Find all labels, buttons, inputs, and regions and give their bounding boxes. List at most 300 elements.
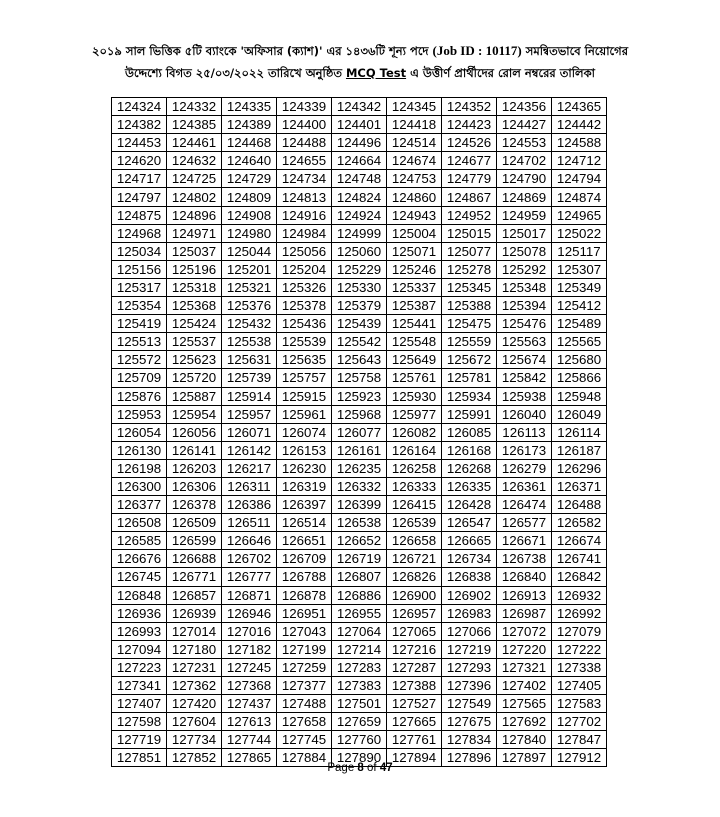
roll-number-cell: 126511 bbox=[222, 514, 277, 532]
roll-number-cell: 127840 bbox=[497, 731, 552, 749]
roll-number-cell: 124824 bbox=[332, 188, 387, 206]
roll-number-cell: 124860 bbox=[387, 188, 442, 206]
roll-number-cell: 126377 bbox=[112, 496, 167, 514]
roll-number-cell: 125635 bbox=[277, 351, 332, 369]
roll-number-cell: 124461 bbox=[167, 134, 222, 152]
roll-number-cell: 125559 bbox=[442, 333, 497, 351]
roll-number-cell: 124874 bbox=[552, 188, 607, 206]
roll-number-cell: 125739 bbox=[222, 369, 277, 387]
roll-number-cell: 125337 bbox=[387, 278, 442, 296]
roll-number-cell: 125539 bbox=[277, 333, 332, 351]
roll-number-cell: 126745 bbox=[112, 568, 167, 586]
roll-number-cell: 124952 bbox=[442, 206, 497, 224]
roll-number-cell: 127216 bbox=[387, 640, 442, 658]
roll-number-cell: 126085 bbox=[442, 423, 497, 441]
roll-number-cell: 125709 bbox=[112, 369, 167, 387]
roll-number-cell: 126646 bbox=[222, 532, 277, 550]
roll-number-cell: 125441 bbox=[387, 315, 442, 333]
roll-number-cell: 125991 bbox=[442, 405, 497, 423]
roll-number-cell: 126508 bbox=[112, 514, 167, 532]
roll-number-cell: 124335 bbox=[222, 98, 277, 116]
roll-number-cell: 127079 bbox=[552, 622, 607, 640]
roll-number-cell: 125476 bbox=[497, 315, 552, 333]
table-row bbox=[112, 586, 607, 604]
roll-number-cell: 125948 bbox=[552, 387, 607, 405]
roll-number-cell: 127852 bbox=[167, 749, 222, 767]
roll-number-cell: 124790 bbox=[497, 170, 552, 188]
roll-number-cell: 124345 bbox=[387, 98, 442, 116]
roll-number-cell: 125424 bbox=[167, 315, 222, 333]
table-row bbox=[112, 622, 607, 640]
roll-number-cell: 127222 bbox=[552, 640, 607, 658]
roll-number-cell: 126114 bbox=[552, 423, 607, 441]
roll-number-cell: 127199 bbox=[277, 640, 332, 658]
page-footer bbox=[0, 762, 720, 774]
roll-number-cell: 125077 bbox=[442, 242, 497, 260]
roll-number-cell: 126951 bbox=[277, 604, 332, 622]
roll-number-cell: 125915 bbox=[277, 387, 332, 405]
roll-number-cell: 126913 bbox=[497, 586, 552, 604]
roll-number-cell: 125954 bbox=[167, 405, 222, 423]
roll-number-cell: 127896 bbox=[442, 749, 497, 767]
roll-number-cell: 127283 bbox=[332, 658, 387, 676]
roll-number-cell: 126258 bbox=[387, 459, 442, 477]
roll-number-cell: 127223 bbox=[112, 658, 167, 676]
roll-number-cell: 125015 bbox=[442, 224, 497, 242]
roll-number-cell: 127745 bbox=[277, 731, 332, 749]
roll-number-cell: 125379 bbox=[332, 297, 387, 315]
roll-number-cell: 125961 bbox=[277, 405, 332, 423]
roll-number-cell: 125196 bbox=[167, 260, 222, 278]
header-line-1 bbox=[0, 40, 720, 62]
header-line2-text: উদ্দেশ্যে বিগত ২৫/০৩/২০২২ তারিখে অনুষ্ঠিত bbox=[125, 66, 342, 80]
roll-number-cell: 126371 bbox=[552, 477, 607, 495]
roll-number-cell: 127865 bbox=[222, 749, 277, 767]
roll-number-cell: 126074 bbox=[277, 423, 332, 441]
roll-number-cell: 126741 bbox=[552, 550, 607, 568]
table-row bbox=[112, 351, 607, 369]
roll-number-cell: 127259 bbox=[277, 658, 332, 676]
roll-number-cell: 124869 bbox=[497, 188, 552, 206]
roll-number-cell: 124632 bbox=[167, 152, 222, 170]
roll-number-cell: 127180 bbox=[167, 640, 222, 658]
roll-number-cell: 127405 bbox=[552, 677, 607, 695]
roll-number-cell: 124356 bbox=[497, 98, 552, 116]
roll-number-cell: 125866 bbox=[552, 369, 607, 387]
roll-number-cell: 126386 bbox=[222, 496, 277, 514]
roll-number-cell: 126311 bbox=[222, 477, 277, 495]
roll-number-cell: 126939 bbox=[167, 604, 222, 622]
roll-number-cell: 124965 bbox=[552, 206, 607, 224]
roll-number-cell: 127231 bbox=[167, 658, 222, 676]
roll-number-cell: 126577 bbox=[497, 514, 552, 532]
roll-number-cell: 127598 bbox=[112, 713, 167, 731]
roll-number-cell: 126652 bbox=[332, 532, 387, 550]
roll-number-cell: 125957 bbox=[222, 405, 277, 423]
roll-number-cell: 125914 bbox=[222, 387, 277, 405]
table-row bbox=[112, 604, 607, 622]
roll-number-cell: 127884 bbox=[277, 749, 332, 767]
table-row bbox=[112, 315, 607, 333]
roll-number-cell: 126538 bbox=[332, 514, 387, 532]
roll-number-cell: 125229 bbox=[332, 260, 387, 278]
roll-number-cell: 124677 bbox=[442, 152, 497, 170]
roll-number-cell: 127437 bbox=[222, 695, 277, 713]
roll-number-cell: 127890 bbox=[332, 749, 387, 767]
roll-number-cell: 126734 bbox=[442, 550, 497, 568]
roll-number-cell: 127377 bbox=[277, 677, 332, 695]
table-row bbox=[112, 695, 607, 713]
roll-number-cell: 127368 bbox=[222, 677, 277, 695]
roll-number-cell: 124729 bbox=[222, 170, 277, 188]
roll-number-cell: 124674 bbox=[387, 152, 442, 170]
roll-number-cell: 125345 bbox=[442, 278, 497, 296]
roll-number-cell: 126826 bbox=[387, 568, 442, 586]
table-row bbox=[112, 658, 607, 676]
roll-number-cell: 127549 bbox=[442, 695, 497, 713]
roll-number-cell: 124620 bbox=[112, 152, 167, 170]
roll-number-cell: 125977 bbox=[387, 405, 442, 423]
roll-number-cell: 126187 bbox=[552, 441, 607, 459]
roll-number-cell: 127321 bbox=[497, 658, 552, 676]
roll-number-cell: 124553 bbox=[497, 134, 552, 152]
roll-number-cell: 126040 bbox=[497, 405, 552, 423]
roll-number-cell: 126902 bbox=[442, 586, 497, 604]
roll-number-cell: 126415 bbox=[387, 496, 442, 514]
roll-number-cell: 125394 bbox=[497, 297, 552, 315]
table-row bbox=[112, 731, 607, 749]
roll-number-cell: 126077 bbox=[332, 423, 387, 441]
roll-number-cell: 125078 bbox=[497, 242, 552, 260]
roll-number-cell: 124712 bbox=[552, 152, 607, 170]
roll-number-cell: 126599 bbox=[167, 532, 222, 550]
table-row bbox=[112, 170, 607, 188]
roll-number-cell: 124702 bbox=[497, 152, 552, 170]
roll-number-cell: 124797 bbox=[112, 188, 167, 206]
roll-number-cell: 126198 bbox=[112, 459, 167, 477]
roll-number-cell: 124352 bbox=[442, 98, 497, 116]
roll-number-cell: 125330 bbox=[332, 278, 387, 296]
table-row bbox=[112, 369, 607, 387]
roll-number-cell: 124389 bbox=[222, 116, 277, 134]
roll-number-cell: 126428 bbox=[442, 496, 497, 514]
roll-number-cell: 126296 bbox=[552, 459, 607, 477]
table-row bbox=[112, 224, 607, 242]
roll-number-cell: 127847 bbox=[552, 731, 607, 749]
roll-number-cell: 126992 bbox=[552, 604, 607, 622]
roll-number-cell: 125348 bbox=[497, 278, 552, 296]
roll-number-cell: 127897 bbox=[497, 749, 552, 767]
roll-number-cell: 127245 bbox=[222, 658, 277, 676]
roll-number-cell: 126378 bbox=[167, 496, 222, 514]
page-total: 47 bbox=[379, 762, 393, 774]
table-row bbox=[112, 278, 607, 296]
table-row bbox=[112, 188, 607, 206]
roll-number-cell: 124332 bbox=[167, 98, 222, 116]
roll-number-cell: 127362 bbox=[167, 677, 222, 695]
roll-number-cell: 126054 bbox=[112, 423, 167, 441]
roll-number-cell: 124453 bbox=[112, 134, 167, 152]
roll-number-cell: 127744 bbox=[222, 731, 277, 749]
roll-number-cell: 124999 bbox=[332, 224, 387, 242]
roll-number-cell: 127396 bbox=[442, 677, 497, 695]
roll-number-cell: 127219 bbox=[442, 640, 497, 658]
mcq-test-label: MCQ Test bbox=[345, 66, 407, 80]
roll-number-cell: 126113 bbox=[497, 423, 552, 441]
roll-number-cell: 125368 bbox=[167, 297, 222, 315]
roll-number-cell: 124809 bbox=[222, 188, 277, 206]
roll-number-cell: 127702 bbox=[552, 713, 607, 731]
table-row bbox=[112, 242, 607, 260]
roll-number-cell: 124427 bbox=[497, 116, 552, 134]
roll-number-cell: 124896 bbox=[167, 206, 222, 224]
roll-number-cell: 126142 bbox=[222, 441, 277, 459]
roll-number-cell: 126153 bbox=[277, 441, 332, 459]
roll-number-cell: 126049 bbox=[552, 405, 607, 423]
roll-number-cell: 126671 bbox=[497, 532, 552, 550]
roll-number-cell: 127488 bbox=[277, 695, 332, 713]
roll-number-cell: 125631 bbox=[222, 351, 277, 369]
table-row bbox=[112, 98, 607, 116]
roll-number-cell: 127016 bbox=[222, 622, 277, 640]
roll-number-cell: 126141 bbox=[167, 441, 222, 459]
roll-number-cell: 124984 bbox=[277, 224, 332, 242]
roll-number-cell: 126719 bbox=[332, 550, 387, 568]
roll-number-cell: 126071 bbox=[222, 423, 277, 441]
roll-number-cell: 127613 bbox=[222, 713, 277, 731]
roll-number-cell: 125720 bbox=[167, 369, 222, 387]
roll-number-cell: 125761 bbox=[387, 369, 442, 387]
roll-number-cell: 127734 bbox=[167, 731, 222, 749]
roll-number-cell: 127719 bbox=[112, 731, 167, 749]
roll-number-cell: 126509 bbox=[167, 514, 222, 532]
roll-number-cell: 125117 bbox=[552, 242, 607, 260]
roll-number-cell: 124968 bbox=[112, 224, 167, 242]
roll-number-cell: 125623 bbox=[167, 351, 222, 369]
roll-number-cell: 124908 bbox=[222, 206, 277, 224]
roll-number-cell: 124401 bbox=[332, 116, 387, 134]
roll-number-cell: 125781 bbox=[442, 369, 497, 387]
roll-number-cell: 127501 bbox=[332, 695, 387, 713]
roll-number-cell: 124971 bbox=[167, 224, 222, 242]
roll-number-cell: 125757 bbox=[277, 369, 332, 387]
roll-number-cell: 125017 bbox=[497, 224, 552, 242]
roll-number-cell: 125842 bbox=[497, 369, 552, 387]
roll-number-cell: 126651 bbox=[277, 532, 332, 550]
roll-number-cell: 125387 bbox=[387, 297, 442, 315]
roll-number-cell: 125432 bbox=[222, 315, 277, 333]
roll-number-cell: 125758 bbox=[332, 369, 387, 387]
roll-number-cell: 126777 bbox=[222, 568, 277, 586]
roll-number-cell: 124442 bbox=[552, 116, 607, 134]
roll-number-cell: 125378 bbox=[277, 297, 332, 315]
table-row bbox=[112, 387, 607, 405]
roll-number-cell: 124382 bbox=[112, 116, 167, 134]
page-label: Page bbox=[327, 762, 355, 774]
roll-table-body bbox=[112, 98, 607, 767]
roll-number-cell: 126279 bbox=[497, 459, 552, 477]
roll-number-cell: 124943 bbox=[387, 206, 442, 224]
roll-number-cell: 127583 bbox=[552, 695, 607, 713]
table-row bbox=[112, 713, 607, 731]
roll-number-cell: 126987 bbox=[497, 604, 552, 622]
table-row bbox=[112, 532, 607, 550]
roll-number-cell: 126203 bbox=[167, 459, 222, 477]
roll-number-cell: 127214 bbox=[332, 640, 387, 658]
roll-number-cell: 127341 bbox=[112, 677, 167, 695]
roll-number-cell: 126488 bbox=[552, 496, 607, 514]
table-row bbox=[112, 423, 607, 441]
roll-number-cell: 125968 bbox=[332, 405, 387, 423]
roll-number-cell: 125643 bbox=[332, 351, 387, 369]
roll-number-cell: 125044 bbox=[222, 242, 277, 260]
roll-number-cell: 126886 bbox=[332, 586, 387, 604]
roll-number-cell: 125204 bbox=[277, 260, 332, 278]
roll-number-cell: 125923 bbox=[332, 387, 387, 405]
roll-number-cell: 126993 bbox=[112, 622, 167, 640]
roll-number-cell: 124779 bbox=[442, 170, 497, 188]
roll-number-cell: 124753 bbox=[387, 170, 442, 188]
roll-number-cell: 127761 bbox=[387, 731, 442, 749]
roll-number-cell: 124339 bbox=[277, 98, 332, 116]
roll-number-cell: 125649 bbox=[387, 351, 442, 369]
roll-number-cell: 127338 bbox=[552, 658, 607, 676]
roll-number-cell: 125307 bbox=[552, 260, 607, 278]
roll-number-cell: 127760 bbox=[332, 731, 387, 749]
roll-number-cell: 126842 bbox=[552, 568, 607, 586]
roll-number-cell: 127565 bbox=[497, 695, 552, 713]
roll-number-cell: 125876 bbox=[112, 387, 167, 405]
header-line1-text-end: সমন্বিতভাবে নিয়োগের bbox=[525, 44, 629, 58]
roll-number-cell: 126230 bbox=[277, 459, 332, 477]
roll-number-cell: 125537 bbox=[167, 333, 222, 351]
roll-number-cell: 124813 bbox=[277, 188, 332, 206]
roll-number-cell: 126319 bbox=[277, 477, 332, 495]
roll-number-cell: 124496 bbox=[332, 134, 387, 152]
roll-number-cell: 126164 bbox=[387, 441, 442, 459]
roll-number-cell: 127293 bbox=[442, 658, 497, 676]
table-row bbox=[112, 206, 607, 224]
table-row bbox=[112, 260, 607, 278]
roll-number-cell: 126056 bbox=[167, 423, 222, 441]
roll-number-cell: 125354 bbox=[112, 297, 167, 315]
table-row bbox=[112, 640, 607, 658]
header-line-2 bbox=[0, 62, 720, 84]
roll-number-cell: 127912 bbox=[552, 749, 607, 767]
roll-number-cell: 125674 bbox=[497, 351, 552, 369]
header-line1-text: ২০১৯ সাল ভিত্তিক ৫টি ব্যাংকে 'অফিসার (ক্যাশ)' এর ১৪৩৬টি শূন্য পদে bbox=[91, 44, 429, 58]
roll-number-cell: 125489 bbox=[552, 315, 607, 333]
roll-number-cell: 126900 bbox=[387, 586, 442, 604]
roll-number-cell: 125056 bbox=[277, 242, 332, 260]
roll-number-cell: 126957 bbox=[387, 604, 442, 622]
roll-number-cell: 126235 bbox=[332, 459, 387, 477]
table-row bbox=[112, 152, 607, 170]
roll-number-cell: 127388 bbox=[387, 677, 442, 695]
roll-number-cell: 127014 bbox=[167, 622, 222, 640]
table-row bbox=[112, 297, 607, 315]
roll-number-cell: 127383 bbox=[332, 677, 387, 695]
roll-number-cell: 125475 bbox=[442, 315, 497, 333]
roll-number-cell: 125548 bbox=[387, 333, 442, 351]
roll-number-cell: 126130 bbox=[112, 441, 167, 459]
table-row bbox=[112, 477, 607, 495]
roll-number-cell: 124748 bbox=[332, 170, 387, 188]
roll-number-cell: 125004 bbox=[387, 224, 442, 242]
roll-number-cell: 127675 bbox=[442, 713, 497, 731]
roll-number-cell: 125326 bbox=[277, 278, 332, 296]
roll-number-cell: 126399 bbox=[332, 496, 387, 514]
roll-number-cell: 125542 bbox=[332, 333, 387, 351]
roll-number-cell: 126582 bbox=[552, 514, 607, 532]
roll-number-cell: 126676 bbox=[112, 550, 167, 568]
table-row bbox=[112, 677, 607, 695]
roll-number-cell: 125201 bbox=[222, 260, 277, 278]
roll-number-cell: 126738 bbox=[497, 550, 552, 568]
roll-number-cell: 127658 bbox=[277, 713, 332, 731]
roll-number-cell: 126955 bbox=[332, 604, 387, 622]
roll-number-cell: 126983 bbox=[442, 604, 497, 622]
table-row bbox=[112, 405, 607, 423]
roll-number-cell: 126539 bbox=[387, 514, 442, 532]
roll-number-cell: 125938 bbox=[497, 387, 552, 405]
roll-number-cell: 126173 bbox=[497, 441, 552, 459]
roll-number-cell: 125672 bbox=[442, 351, 497, 369]
roll-number-cell: 126168 bbox=[442, 441, 497, 459]
roll-number-cell: 124324 bbox=[112, 98, 167, 116]
roll-number-cell: 124794 bbox=[552, 170, 607, 188]
roll-number-cell: 126514 bbox=[277, 514, 332, 532]
roll-number-cell: 125060 bbox=[332, 242, 387, 260]
roll-number-cell: 125321 bbox=[222, 278, 277, 296]
roll-number-cell: 125349 bbox=[552, 278, 607, 296]
roll-number-cell: 126474 bbox=[497, 496, 552, 514]
roll-number-cell: 125388 bbox=[442, 297, 497, 315]
roll-number-cell: 126658 bbox=[387, 532, 442, 550]
roll-number-cell: 127072 bbox=[497, 622, 552, 640]
roll-number-table bbox=[111, 97, 607, 767]
roll-number-cell: 125887 bbox=[167, 387, 222, 405]
roll-number-cell: 125034 bbox=[112, 242, 167, 260]
roll-number-cell: 124916 bbox=[277, 206, 332, 224]
page-header bbox=[0, 40, 720, 84]
roll-number-cell: 126268 bbox=[442, 459, 497, 477]
roll-number-cell: 124867 bbox=[442, 188, 497, 206]
roll-number-cell: 126871 bbox=[222, 586, 277, 604]
roll-number-cell: 126848 bbox=[112, 586, 167, 604]
table-row bbox=[112, 568, 607, 586]
table-row bbox=[112, 441, 607, 459]
roll-number-cell: 127665 bbox=[387, 713, 442, 731]
roll-number-cell: 126878 bbox=[277, 586, 332, 604]
roll-number-cell: 127894 bbox=[387, 749, 442, 767]
roll-number-cell: 125071 bbox=[387, 242, 442, 260]
roll-number-cell: 126397 bbox=[277, 496, 332, 514]
roll-number-cell: 126840 bbox=[497, 568, 552, 586]
roll-number-cell: 125022 bbox=[552, 224, 607, 242]
roll-number-cell: 125246 bbox=[387, 260, 442, 278]
header-line2-text-end: এ উত্তীর্ণ প্রার্থীদের রোল নম্বরের তালিকা bbox=[410, 66, 595, 80]
roll-number-cell: 127834 bbox=[442, 731, 497, 749]
roll-number-cell: 124980 bbox=[222, 224, 277, 242]
roll-number-cell: 127064 bbox=[332, 622, 387, 640]
roll-number-cell: 126702 bbox=[222, 550, 277, 568]
job-id: (Job ID : 10117) bbox=[432, 43, 522, 58]
roll-number-cell: 126547 bbox=[442, 514, 497, 532]
roll-number-cell: 126721 bbox=[387, 550, 442, 568]
roll-number-cell: 124640 bbox=[222, 152, 277, 170]
roll-number-cell: 125317 bbox=[112, 278, 167, 296]
